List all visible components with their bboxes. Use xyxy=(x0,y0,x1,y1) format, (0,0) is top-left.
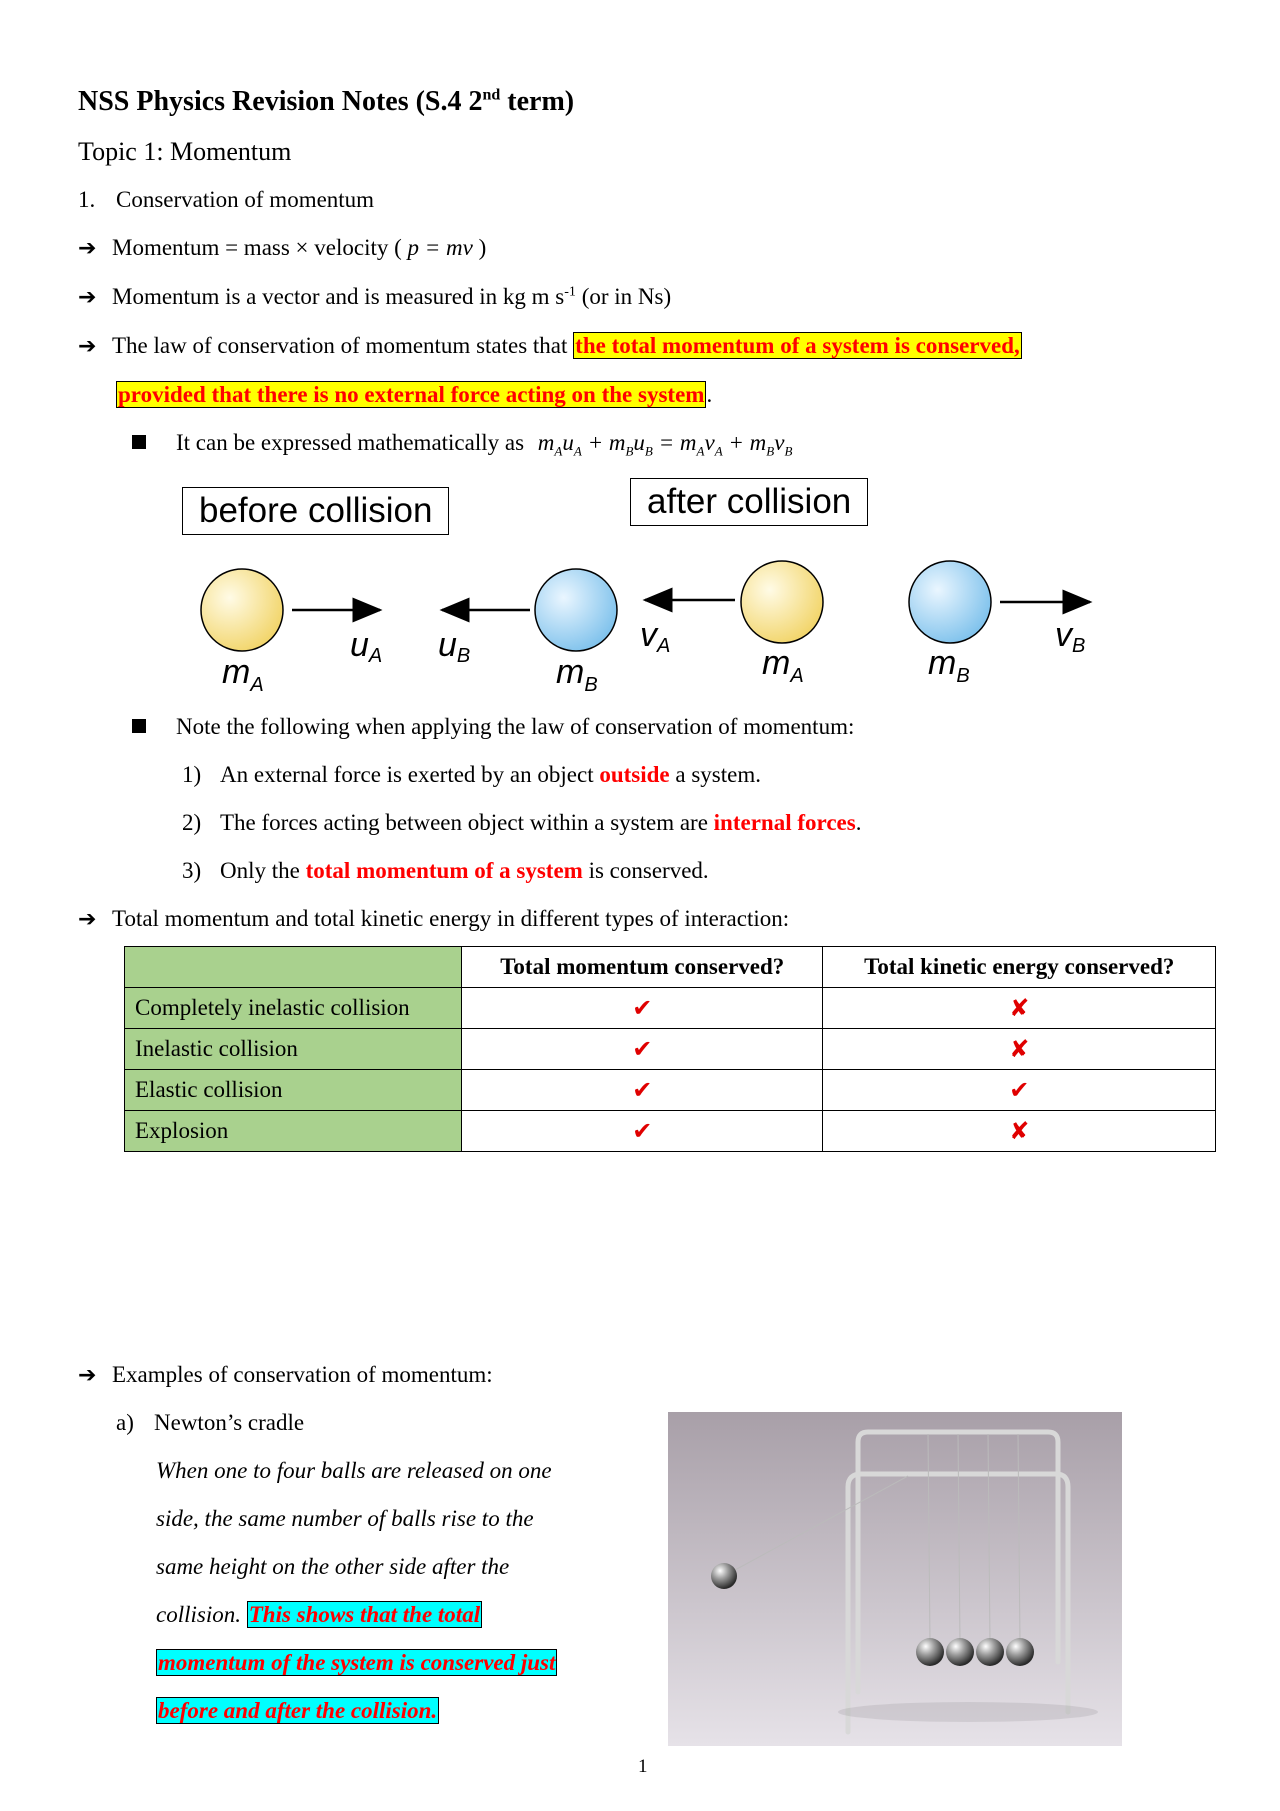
cradle-text-line-2: side, the same number of balls rise to the xyxy=(156,1506,534,1531)
examples-intro: ➔ Examples of conservation of momentum: xyxy=(78,1362,493,1388)
label-ua: uA xyxy=(350,626,383,667)
cradle-text-line-4: collision. This shows that the total xyxy=(156,1602,481,1627)
table-row xyxy=(125,988,1216,1029)
ball-a-before xyxy=(201,569,283,651)
interaction-table xyxy=(124,946,1216,1152)
cross-icon: ✘ xyxy=(823,1029,1216,1070)
expressed-line: It can be expressed mathematically as $m_Au_A + m_Bu_B = m_Av_A + m_Bv_B$ xyxy=(132,430,792,460)
arrow-right-icon: ➔ xyxy=(78,1363,97,1388)
cross-icon: ✘ xyxy=(823,988,1216,1029)
table-row xyxy=(125,1070,1216,1111)
point-momentum-definition: ➔ Momentum = mass × velocity ( p = mv ) xyxy=(78,235,487,261)
square-bullet-icon xyxy=(132,435,146,449)
topic-heading: Topic 1: Momentum xyxy=(78,137,292,166)
cradle-text-line-6: before and after the collision. xyxy=(158,1698,438,1723)
label-ub: uB xyxy=(438,626,471,667)
notes-intro: Note the following when applying the law of conservation of momentum: xyxy=(132,714,854,740)
arrow-right-icon: ➔ xyxy=(78,907,97,932)
label-ma-before: $m_A$ xyxy=(222,653,264,696)
ball-b-after xyxy=(909,561,991,643)
label-ma-after: $m_A$ xyxy=(762,644,804,687)
row-label: Inelastic collision xyxy=(125,1029,462,1070)
ball-a-after xyxy=(741,561,823,643)
check-icon: ✔ xyxy=(462,988,823,1029)
check-icon: ✔ xyxy=(823,1070,1216,1111)
cradle-text-line-3: same height on the other side after the xyxy=(156,1554,510,1579)
conservation-formula: $m_Au_A + m_Bu_B = m_Av_A + m_Bv_B$ xyxy=(537,430,793,459)
check-icon: ✔ xyxy=(462,1111,823,1152)
arrow-right-icon: ➔ xyxy=(78,236,97,261)
row-label: Explosion xyxy=(125,1111,462,1152)
label-va: vA xyxy=(640,616,671,657)
newtons-cradle-photo xyxy=(668,1412,1122,1746)
arrow-right-icon: ➔ xyxy=(78,334,97,359)
page-title: NSS Physics Revision Notes (S.4 2nd term) xyxy=(78,86,575,117)
label-mb-before: $m_B$ xyxy=(556,653,598,696)
table-header-blank xyxy=(125,947,462,988)
cradle-text-line-5: momentum of the system is conserved just xyxy=(158,1650,556,1675)
note-item-1: 1) An external force is exerted by an object outside a system. xyxy=(182,762,761,787)
before-collision-label: before collision xyxy=(182,487,449,535)
row-label: Elastic collision xyxy=(125,1070,462,1111)
page-number: 1 xyxy=(638,1756,648,1777)
table-header-row xyxy=(125,947,1216,988)
note-item-3: 3) Only the total momentum of a system is conserved. xyxy=(182,858,709,883)
table-row xyxy=(125,1111,1216,1152)
cradle-text-line-1: When one to four balls are released on one xyxy=(156,1458,552,1483)
point-law-cont: provided that there is no external force acting on the system. xyxy=(118,382,713,407)
section-heading: 1. Conservation of momentum xyxy=(78,187,375,212)
table-row xyxy=(125,1029,1216,1070)
label-mb-after: $m_B$ xyxy=(928,644,970,687)
table-header-momentum: Total momentum conserved? xyxy=(462,947,823,988)
table-header-ke: Total kinetic energy conserved? xyxy=(823,947,1216,988)
square-bullet-icon xyxy=(132,719,146,733)
after-collision-label: after collision xyxy=(630,478,868,526)
cross-icon: ✘ xyxy=(823,1111,1216,1152)
table-intro: ➔ Total momentum and total kinetic energy in different types of interaction: xyxy=(78,906,790,932)
check-icon: ✔ xyxy=(462,1070,823,1111)
check-icon: ✔ xyxy=(462,1029,823,1070)
law-highlight-2: provided that there is no external force acting on the system xyxy=(118,382,705,407)
collision-diagram xyxy=(180,550,1120,710)
row-label: Completely inelastic collision xyxy=(125,988,462,1029)
ball-b-before xyxy=(535,569,617,651)
label-vb: vB xyxy=(1055,616,1086,657)
law-highlight-1: the total momentum of a system is conserved, xyxy=(575,333,1020,358)
point-vector: ➔ Momentum is a vector and is measured in kg m $s^{-1}$ (or in Ns) xyxy=(78,284,672,310)
note-item-2: 2) The forces acting between object within a system are internal forces. xyxy=(182,810,862,835)
arrow-right-icon: ➔ xyxy=(78,285,97,310)
point-law: ➔ The law of conservation of momentum states that the total momentum of a system is conserved, xyxy=(78,333,1020,359)
example-a-title: a) Newton’s cradle xyxy=(116,1410,305,1435)
